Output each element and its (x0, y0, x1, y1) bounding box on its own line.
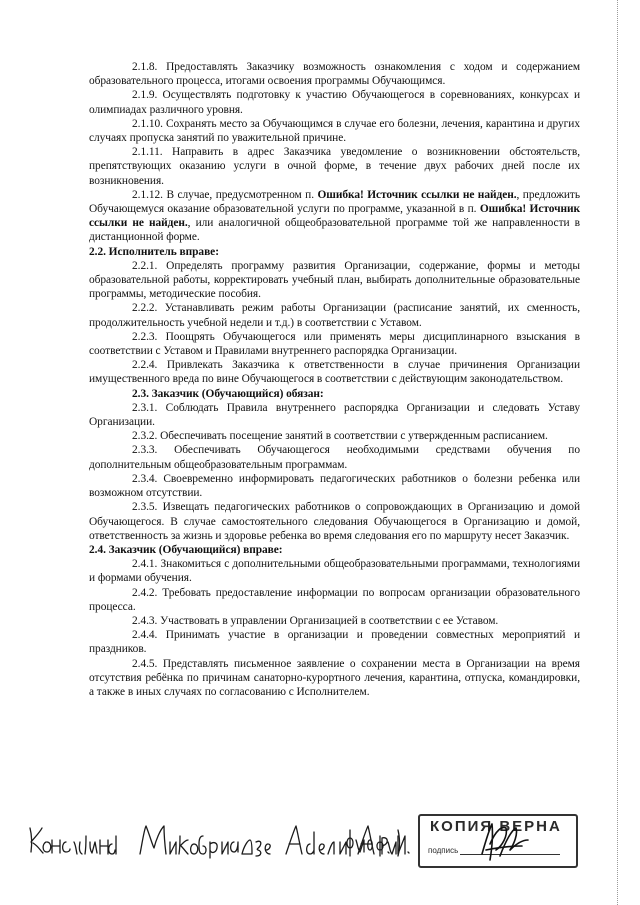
clause-2-2-1: 2.2.1. Определять программу развития Организации, содержание, формы и методы образовательной работы, корректировать учебный план, выбирать дополнительные образовательные программы, методические пособия. (89, 259, 580, 301)
clause-2-1-12-part2: , предложить Обучающемуся оказание образовательной услуги по программе, указанной в п. (89, 188, 581, 216)
clause-2-3-1: 2.3.1. Соблюдать Правила внутреннего распорядка Организации и следовать Уставу Организации. (89, 401, 580, 429)
section-2-4-title: 2.4. Заказчик (Обучающийся) вправе: (89, 543, 283, 556)
clause-2-4-2: 2.4.2. Требовать предоставление информации по вопросам организации образовательного процесса. (89, 586, 580, 613)
clause-2-4-4: 2.4.4. Принимать участие в организации и проведении совместных мероприятий и праздников. (89, 629, 580, 656)
clause-2-3-4: 2.3.4. Своевременно информировать педагогических работников о болезни ребенка или возможном отсутствии. (89, 472, 580, 500)
clause-2-4-5: 2.4.5. Представлять письменное заявление о сохранении места в Организации на время отсутствия ребёнка по причинам санаторно-курортного лечения, карантина, отпуска, командировки, а также в иных случаях по согласованию с Исполнителем. (89, 657, 580, 698)
clause-2-1-10: 2.1.10. Сохранять место за Обучающимся в случае его болезни, лечения, карантина и других случаях пропуска занятий по уважительной причине. (89, 117, 580, 145)
clause-2-3-3: 2.3.3. Обеспечивать Обучающегося необходимыми средствами обучения по дополнительным общеобразовательным программам. (89, 444, 580, 471)
clause-2-3-2: 2.3.2. Обеспечивать посещение занятий в соответствии с утвержденным расписанием. (132, 430, 548, 443)
clause-2-1-11: 2.1.11. Направить в адрес Заказчика уведомление о возникновении обстоятельств, препятствующих оказанию услуги в очной форме, в течение двух рабочих дней после их возникновения. (89, 146, 580, 187)
clause-2-1-9: 2.1.9. Осуществлять подготовку к участию Обучающегося в соревнованиях, конкурсах и олимпиадах различного уровня. (89, 89, 580, 116)
clause-2-1-12-part3: , или аналогичной общеобразовательной программе той же направленности в дистанционной форме. (89, 217, 580, 244)
clause-2-3-5: 2.3.5. Извещать педагогических работников о сопровождающих в Организацию и домой Обучающегося. В случае самостоятельного следования Обучающегося в Организацию и домой, ответственность за жизнь и здоровье ребенка во время следования его по маршруту несет Заказчик. (89, 501, 580, 542)
ref-error-2: Ошибка! Источник ссылки не найден. (89, 203, 580, 230)
signature-tail (346, 816, 416, 860)
stamp-signature-scribble (476, 820, 536, 864)
document-body (89, 60, 580, 699)
section-2-3-title: 2.3. Заказчик (Обучающийся) обязан: (132, 387, 324, 400)
clause-2-2-3: 2.2.3. Поощрять Обучающегося или применять меры дисциплинарного взыскания в соответствии с Уставом и Правилами внутреннего распорядка Организации. (89, 330, 580, 358)
stamp-title: КОПИЯ ВЕРНА (430, 818, 562, 835)
clause-2-1-8: 2.1.8. Предоставлять Заказчику возможность ознакомления с ходом и содержанием образовательного процесса, итогами освоения программы Обучающимся. (89, 61, 580, 88)
clause-2-1-12-part1: 2.1.12. В случае, предусмотренном п. (132, 188, 318, 201)
clause-2-4-1: 2.4.1. Знакомиться с дополнительными общеобразовательными программами, технологиями и формами обучения. (89, 558, 580, 585)
signature-area (28, 814, 618, 884)
copy-certified-stamp (418, 814, 578, 868)
clause-2-2-2: 2.2.2. Устанавливать режим работы Организации (расписание занятий, их сменность, продолжительность учебной недели и т.д.) в соответствии с Уставом. (89, 302, 580, 329)
section-2-2-title: 2.2. Исполнитель вправе: (89, 245, 219, 258)
page-edge (616, 0, 618, 905)
ref-error-1: Ошибка! Источник ссылки не найден. (317, 188, 517, 201)
stamp-signature-label: подпись (428, 846, 459, 855)
clause-2-2-4: 2.2.4. Привлекать Заказчика к ответственности в случае причинения Организации имущественного вреда по вине Обучающегося в соответствии с действующим законодательством. (89, 359, 580, 386)
clause-2-1-12 (89, 188, 580, 245)
clause-2-4-3: 2.4.3. Участвовать в управлении Организацией в соответствии с ее Уставом. (132, 614, 499, 627)
